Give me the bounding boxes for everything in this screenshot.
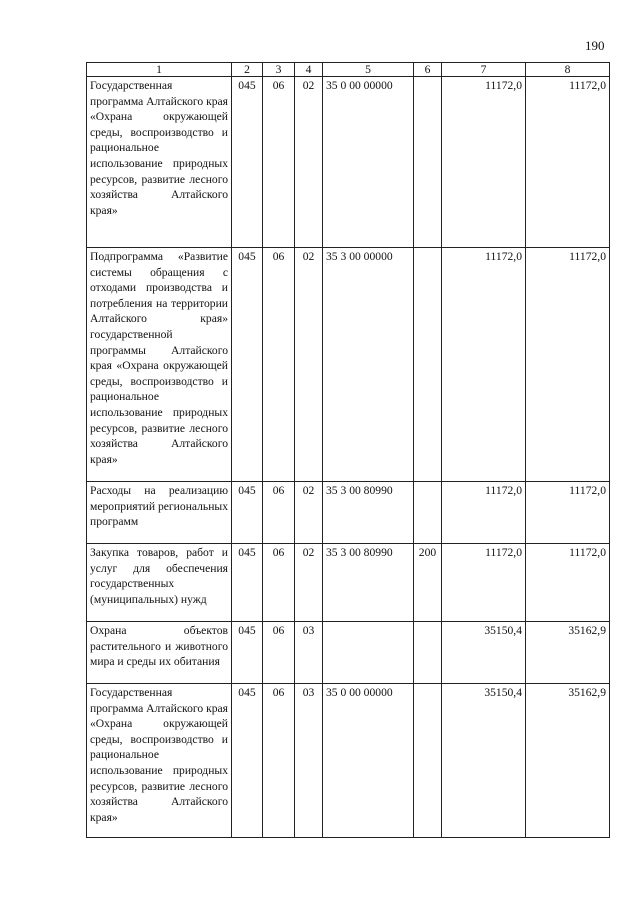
page-number: 190 [585,38,605,53]
row-section-code: 06 [263,77,295,248]
row-expense-type [414,77,442,248]
row-amount-7: 11172,0 [442,248,526,482]
row-subsection-code: 02 [295,77,323,248]
row-section-code: 06 [263,544,295,622]
row-ministry-code: 045 [232,482,263,544]
row-name: Государственная программа Алтайского края «Охрана окружающей среды, воспроизводство и рациональное использование природных ресурсов, развитие лесного хозяйства Алтайского края» [87,684,232,838]
row-name: Охрана объектов растительного и животного мира и среды их обитания [87,622,232,684]
row-target-article: 35 3 00 00000 [323,248,414,482]
table-row [87,77,610,248]
row-subsection-code: 03 [295,684,323,838]
row-target-article: 35 3 00 80990 [323,482,414,544]
row-section-code: 06 [263,248,295,482]
header-col-7: 7 [442,63,526,77]
row-subsection-code: 02 [295,544,323,622]
row-expense-type [414,622,442,684]
row-subsection-code: 02 [295,248,323,482]
table-row [87,544,610,622]
header-col-1: 1 [87,63,232,77]
row-subsection-code: 02 [295,482,323,544]
table-row [87,482,610,544]
header-col-8: 8 [526,63,610,77]
table-row [87,684,610,838]
row-ministry-code: 045 [232,622,263,684]
header-col-5: 5 [323,63,414,77]
row-section-code: 06 [263,622,295,684]
row-expense-type: 200 [414,544,442,622]
header-col-6: 6 [414,63,442,77]
row-ministry-code: 045 [232,248,263,482]
row-target-article [323,622,414,684]
row-amount-7: 11172,0 [442,77,526,248]
row-ministry-code: 045 [232,684,263,838]
row-ministry-code: 045 [232,77,263,248]
row-amount-7: 11172,0 [442,482,526,544]
row-expense-type [414,248,442,482]
row-amount-8: 11172,0 [526,77,610,248]
row-name: Государственная программа Алтайского края «Охрана окружающей среды, воспроизводство и рациональное использование природных ресурсов, развитие лесного хозяйства Алтайского края» [87,77,232,248]
row-section-code: 06 [263,482,295,544]
row-amount-8: 35162,9 [526,684,610,838]
header-col-4: 4 [295,63,323,77]
row-subsection-code: 03 [295,622,323,684]
row-section-code: 06 [263,684,295,838]
row-name: Расходы на реализацию мероприятий региональных программ [87,482,232,544]
budget-table [86,62,610,838]
row-target-article: 35 0 00 00000 [323,77,414,248]
row-amount-7: 11172,0 [442,544,526,622]
header-col-2: 2 [232,63,263,77]
row-expense-type [414,482,442,544]
row-amount-8: 11172,0 [526,544,610,622]
row-expense-type [414,684,442,838]
row-name: Закупка товаров, работ и услуг для обеспечения государственных (муниципальных) нужд [87,544,232,622]
table-row [87,622,610,684]
row-amount-7: 35150,4 [442,684,526,838]
row-amount-8: 11172,0 [526,248,610,482]
row-target-article: 35 0 00 00000 [323,684,414,838]
table-row [87,248,610,482]
header-row [87,63,610,77]
row-target-article: 35 3 00 80990 [323,544,414,622]
row-ministry-code: 045 [232,544,263,622]
row-amount-8: 35162,9 [526,622,610,684]
row-amount-8: 11172,0 [526,482,610,544]
header-col-3: 3 [263,63,295,77]
row-name: Подпрограмма «Развитие системы обращения с отходами производства и потребления на территории Алтайского края» государственной программы Алтайского края «Охрана окружающей среды, воспроизводство и рациональное использование природных ресурсов, развитие лесного хозяйства Алтайского края» [87,248,232,482]
row-amount-7: 35150,4 [442,622,526,684]
